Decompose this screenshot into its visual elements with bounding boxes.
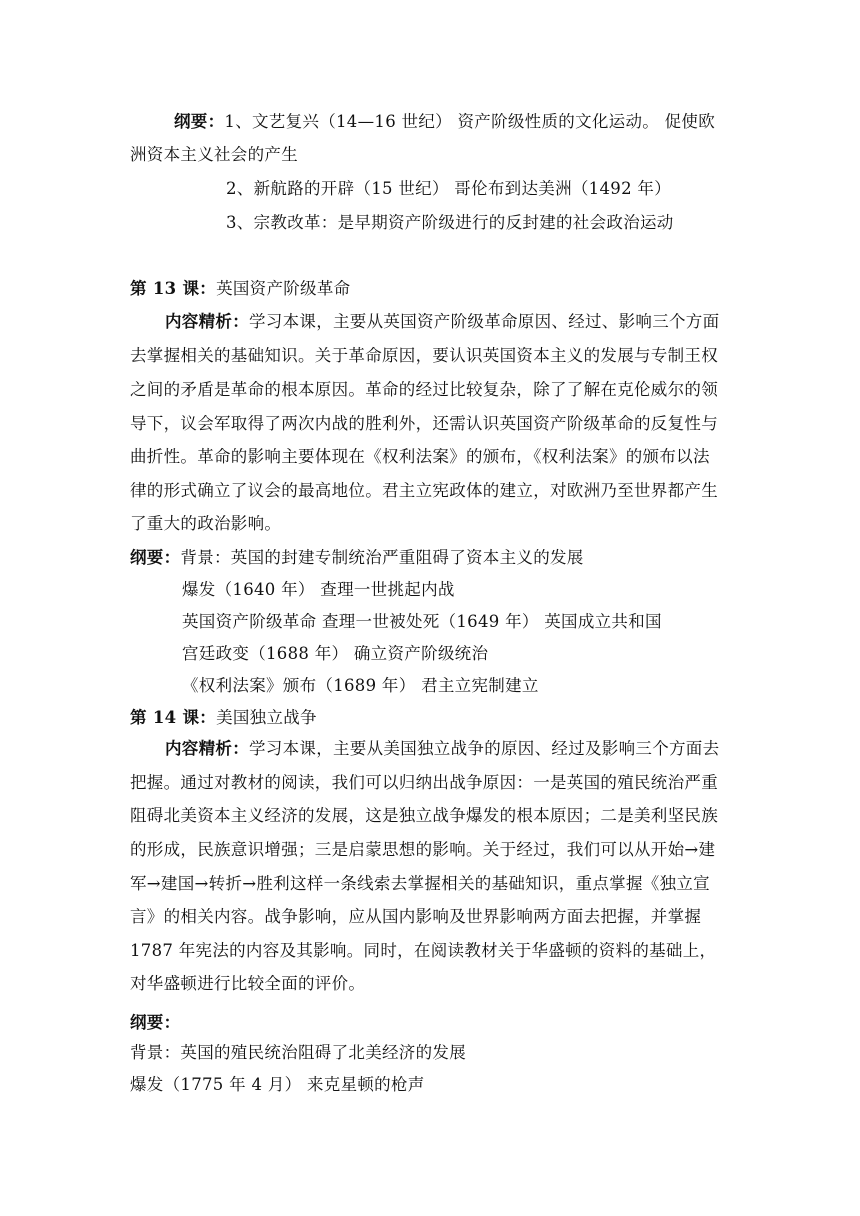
- lesson14-analysis-text-0: 学习本课，主要从美国独立战争的原因、经过及影响三个方面去: [249, 739, 720, 758]
- lesson13-title-label: 第 13 课：: [130, 279, 217, 298]
- lesson14-analysis-line-2: 阻碍北美资本主义经济的发展，这是独立战争爆发的根本原因；二是美利坚民族: [130, 806, 718, 825]
- outline1-label: 纲要：: [174, 112, 225, 131]
- lesson13-outline-item-3: 《权利法案》颁布（1689 年） 君主立宪制建立: [182, 676, 539, 695]
- outline1-item3: 3、宗教改革：是早期资产阶级进行的反封建的社会政治运动: [226, 213, 674, 232]
- lesson13-analysis-label: 内容精析：: [165, 312, 249, 331]
- lesson13-analysis-line-1: 去掌握相关的基础知识。关于革命原因，要认识英国资本主义的发展与专制王权: [130, 346, 718, 365]
- lesson13-outline-line-0: [130, 548, 584, 568]
- lesson13-title-text: 英国资产阶级革命: [216, 279, 351, 298]
- outline1-line2: 洲资本主义社会的产生: [130, 145, 298, 164]
- lesson14-analysis-line-3: 的形成，民族意识增强；三是启蒙思想的影响。关于经过，我们可以从开始→建: [130, 840, 716, 859]
- outline1-item2: 2、新航路的开辟（15 世纪） 哥伦布到达美洲（1492 年）: [226, 179, 672, 198]
- lesson14-title-text: 美国独立战争: [216, 708, 317, 727]
- outline1-line1: [174, 112, 715, 132]
- lesson13-title: [130, 279, 350, 299]
- lesson13-outline-label: 纲要：: [130, 548, 181, 567]
- lesson13-analysis-line-4: 曲折性。革命的影响主要体现在《权利法案》的颁布，《权利法案》的颁布以法: [130, 447, 710, 466]
- lesson13-analysis-line-3: 导下，议会军取得了两次内战的胜利外，还需认识英国资产阶级革命的反复性与: [130, 414, 718, 433]
- lesson14-outline-item-0: 背景：英国的殖民统治阻碍了北美经济的发展: [130, 1043, 466, 1062]
- lesson13-analysis-line-0: [165, 312, 719, 332]
- lesson14-analysis-line-6: 1787 年宪法的内容及其影响。同时，在阅读教材关于华盛顿的资料的基础上，: [130, 941, 717, 960]
- lesson14-analysis-line-1: 把握。通过对教材的阅读，我们可以归纳出战争原因：一是英国的殖民统治严重: [130, 773, 718, 792]
- lesson13-outline-item-1: 英国资产阶级革命 查理一世被处死（1649 年） 英国成立共和国: [182, 612, 662, 631]
- lesson14-analysis-label: 内容精析：: [165, 739, 249, 758]
- lesson14-outline-item-1: 爆发（1775 年 4 月） 来克星顿的枪声: [130, 1075, 425, 1094]
- lesson13-analysis-text-0: 学习本课，主要从英国资产阶级革命原因、经过、影响三个方面: [249, 312, 720, 331]
- lesson14-analysis-line-4: 军→建国→转折→胜利这样一条线索去掌握相关的基础知识，重点掌握《独立宣: [130, 874, 710, 893]
- lesson14-title: [130, 708, 317, 728]
- lesson13-analysis-line-2: 之间的矛盾是革命的根本原因。革命的经过比较复杂，除了了解在克伦威尔的领: [130, 380, 718, 399]
- lesson13-outline-background: 背景：英国的封建专制统治严重阻碍了资本主义的发展: [180, 548, 584, 567]
- lesson13-analysis-line-5: 律的形式确立了议会的最高地位。君主立宪政体的建立，对欧洲乃至世界都产生: [130, 481, 718, 500]
- lesson14-title-label: 第 14 课：: [130, 708, 217, 727]
- lesson14-analysis-line-5: 言》的相关内容。战争影响，应从国内影响及世界影响两方面去把握，并掌握: [130, 907, 702, 926]
- lesson13-outline-item-2: 宫廷政变（1688 年） 确立资产阶级统治: [182, 644, 489, 663]
- lesson13-analysis-line-6: 了重大的政治影响。: [130, 514, 282, 533]
- outline1-line1-text: 1、文艺复兴（14—16 世纪） 资产阶级性质的文化运动。 促使欧: [224, 112, 716, 131]
- lesson14-analysis-line-7: 对华盛顿进行比较全面的评价。: [130, 974, 366, 993]
- lesson14-outline-label: 纲要：: [130, 1013, 181, 1032]
- lesson14-analysis-line-0: [165, 739, 719, 759]
- lesson13-outline-item-0: 爆发（1640 年） 查理一世挑起内战: [182, 580, 455, 599]
